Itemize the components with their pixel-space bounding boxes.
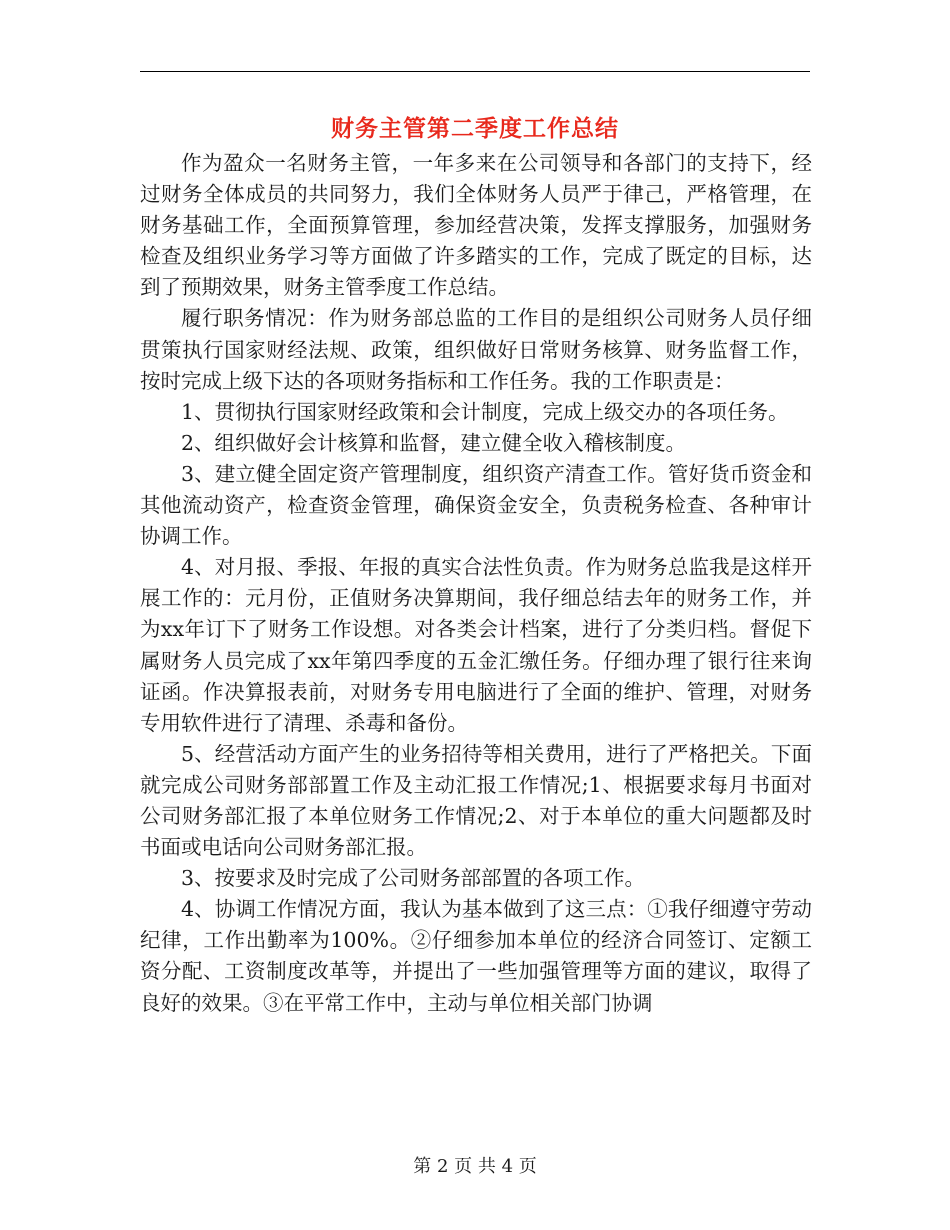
page-footer: 第 2 页 共 4 页	[413, 1156, 537, 1177]
document-title: 财务主管第二季度工作总结	[331, 115, 619, 142]
paragraph-item-5: 5、经营活动方面产生的业务招待等相关费用，进行了严格把关。下面就完成公司财务部部置工作及主动汇报工作情况;1、根据要求每月书面对公司财务部汇报了本单位财务工作情况;2、对于本单位的重大问题都及时书面或电话向公司财务部汇报。	[140, 741, 812, 860]
paragraph-item-3: 3、建立健全固定资产管理制度，组织资产清查工作。管好货币资金和其他流动资产，检查资金管理，确保资金安全，负责税务检查、各种审计协调工作。	[140, 461, 812, 549]
paragraph-item-4: 4、对月报、季报、年报的真实合法性负责。作为财务总监我是这样开展工作的：元月份，正值财务决算期间，我仔细总结去年的财务工作，并为xx年订下了财务工作设想。对各类会计档案，进行了分类归档。督促下属财务人员完成了xx年第四季度的五金汇缴任务。仔细办理了银行往来询证函。作决算报表前，对财务专用电脑进行了全面的维护、管理，对财务专用软件进行了清理、杀毒和备份。	[140, 555, 812, 735]
paragraph-item-1: 1、贯彻执行国家财经政策和会计制度，完成上级交办的各项任务。	[181, 399, 789, 424]
paragraph-intro: 作为盈众一名财务主管，一年多来在公司领导和各部门的支持下，经过财务全体成员的共同努力，我们全体财务人员严于律己，严格管理，在财务基础工作，全面预算管理，参加经营决策，发挥支撑服务，加强财务检查及组织业务学习等方面做了许多踏实的工作，完成了既定的目标，达到了预期效果，财务主管季度工作总结。	[140, 151, 812, 300]
header-rule	[140, 71, 810, 72]
paragraph-item-2: 2、组织做好会计核算和监督，建立健全收入稽核制度。	[181, 430, 687, 455]
paragraph-report-3: 3、按要求及时完成了公司财务部部置的各项工作。	[181, 866, 646, 891]
paragraph-duties: 履行职务情况：作为财务部总监的工作目的是组织公司财务人员仔细贯策执行国家财经法规、政策，组织做好日常财务核算、财务监督工作，按时完成上级下达的各项财务指标和工作任务。我的工作职责是：	[140, 306, 812, 393]
paragraph-report-4: 4、协调工作情况方面，我认为基本做到了这三点：①我仔细遵守劳动纪律，工作出勤率为100%。②仔细参加本单位的经济合同签订、定额工资分配、工资制度改革等，并提出了一些加强管理等方面的建议，取得了良好的效果。③在平常工作中，主动与单位相关部门协调	[140, 897, 812, 1015]
document-body	[140, 148, 812, 1019]
